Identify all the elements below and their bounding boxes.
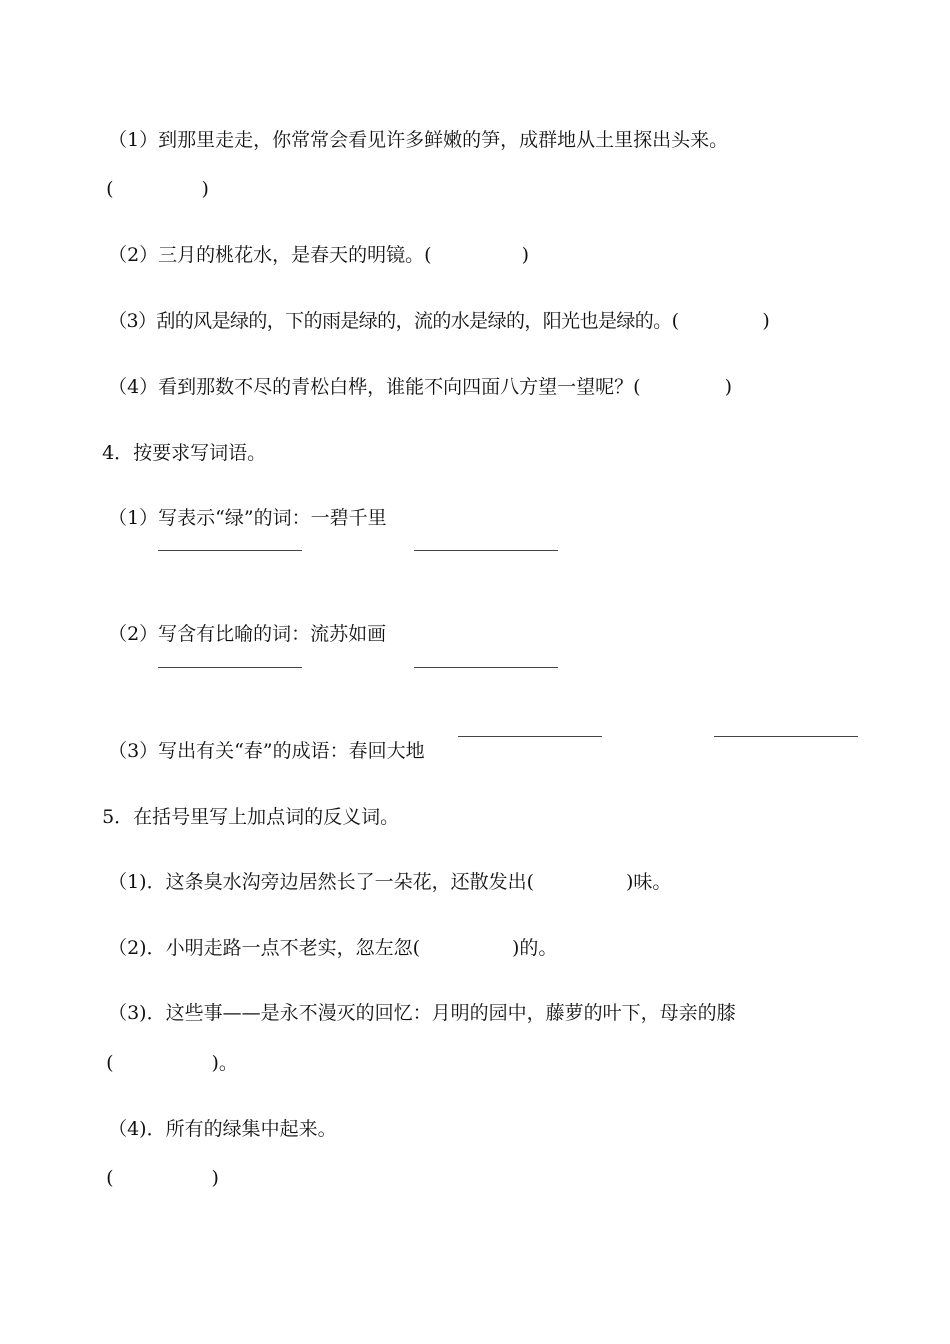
q3-item-1-answer[interactable] bbox=[94, 153, 209, 201]
q4-item-2-blank-2[interactable] bbox=[414, 666, 558, 668]
q3-item-1 bbox=[96, 104, 728, 152]
q5-item-1 bbox=[96, 846, 671, 894]
paren-open: ( bbox=[106, 1052, 114, 1074]
q5-item-4-text: （4)．所有的绿集中起来。 bbox=[108, 1118, 337, 1140]
q3-item-3 bbox=[96, 285, 770, 333]
q5-item-3-text: （3)．这些事——是永不漫灭的回忆：月明的园中，藤萝的叶下，母亲的膝 bbox=[108, 1002, 736, 1024]
q5-item-1-text: （1)．这条臭水沟旁边居然长了一朵花，还散发出( bbox=[108, 871, 535, 893]
q4-item-2-text: （2）写含有比喻的词：流苏如画 bbox=[108, 623, 387, 645]
q3-item-4-text: （4）看到那数不尽的青松白桦，谁能不向四面八方望一望呢？( bbox=[108, 376, 641, 398]
q3-item-2-text: （2）三月的桃花水，是春天的明镜。( bbox=[108, 244, 432, 266]
q4-item-1-blank-1[interactable] bbox=[158, 549, 302, 551]
q5-item-3-answer-line[interactable] bbox=[94, 1027, 238, 1075]
paren-close: ) bbox=[724, 376, 733, 398]
q5-item-2-text: （2)．小明走路一点不老实，忽左忽( bbox=[108, 937, 421, 959]
q4-item-3-text: （3）写出有关“春”的成语：春回大地 bbox=[108, 740, 425, 762]
q4-item-1-blank-2[interactable] bbox=[414, 549, 558, 551]
q4-item-2 bbox=[96, 598, 386, 646]
q5-item-4 bbox=[96, 1093, 337, 1141]
q3-item-4 bbox=[96, 351, 732, 399]
paren-close: ) bbox=[211, 1167, 219, 1189]
q3-item-3-text: （3）刮的风是绿的，下的雨是绿的，流的水是绿的，阳光也是绿的。( bbox=[108, 310, 679, 332]
q5-item-2-tail: )的。 bbox=[512, 937, 558, 959]
q4-item-3-blank-2[interactable] bbox=[714, 735, 858, 737]
q4-title-text: 4．按要求写词语。 bbox=[102, 442, 267, 464]
q4-title bbox=[90, 417, 266, 465]
q4-item-2-blank-1[interactable] bbox=[158, 666, 302, 668]
q5-item-4-answer-line[interactable] bbox=[94, 1142, 219, 1190]
paren-close: ) bbox=[521, 244, 530, 266]
q5-title bbox=[90, 781, 399, 829]
q4-item-3 bbox=[96, 715, 425, 763]
paren-open: ( bbox=[106, 178, 114, 200]
q5-item-2 bbox=[96, 912, 557, 960]
q4-item-1 bbox=[96, 482, 387, 530]
paren-close: ) bbox=[201, 178, 209, 200]
q4-item-3-blank-1[interactable] bbox=[458, 735, 602, 737]
q5-item-3 bbox=[96, 977, 736, 1025]
q5-title-text: 5．在括号里写上加点词的反义词。 bbox=[102, 806, 400, 828]
paren-open: ( bbox=[106, 1167, 114, 1189]
q5-item-3-tail: )。 bbox=[211, 1052, 238, 1074]
q3-item-1-text: （1）到那里走走，你常常会看见许多鲜嫩的笋，成群地从土里探出头来。 bbox=[108, 129, 729, 151]
paren-close: ) bbox=[762, 310, 770, 332]
q3-item-2 bbox=[96, 219, 529, 267]
q4-item-1-text: （1）写表示“绿”的词：一碧千里 bbox=[108, 507, 387, 529]
q5-item-1-tail: )味。 bbox=[626, 871, 672, 893]
